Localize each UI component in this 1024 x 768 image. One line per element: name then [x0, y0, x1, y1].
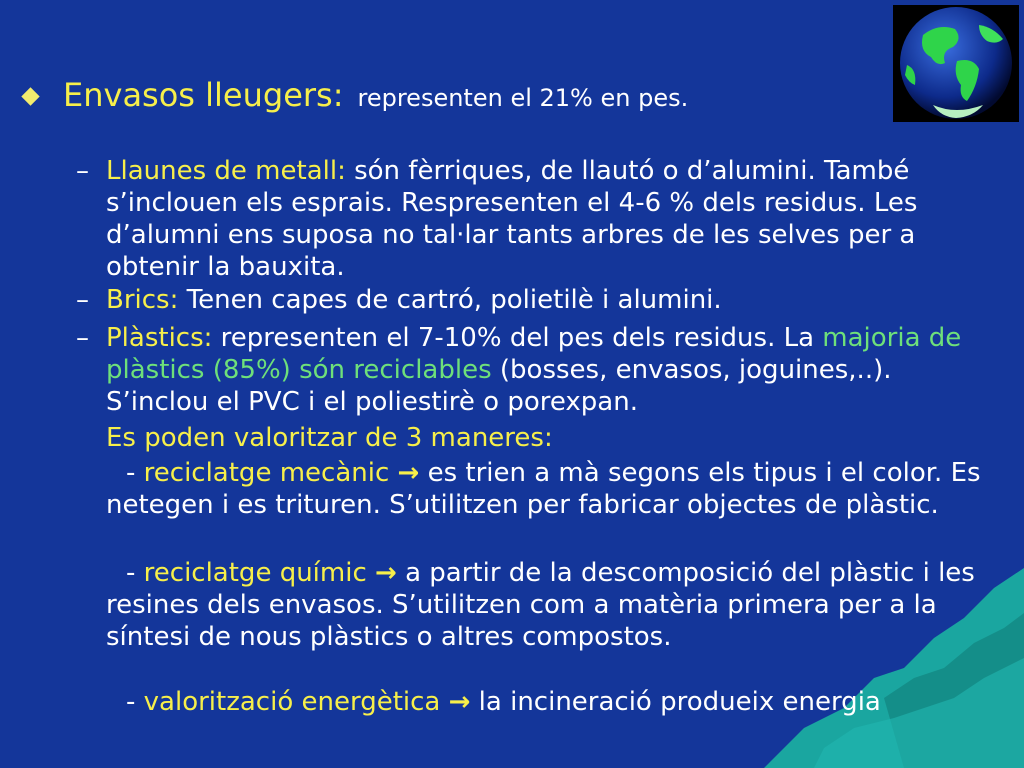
item-label: Brics: — [106, 285, 179, 315]
method-text: la incineració produeix energia — [478, 687, 881, 717]
methods-intro: Es poden valoritzar de 3 maneres: — [106, 423, 553, 453]
list-item-brics — [76, 284, 986, 316]
method-label: reciclatge químic — [143, 558, 367, 588]
item-label: Plàstics: — [106, 323, 213, 353]
heading-text: representen el 21% en pes. — [357, 84, 689, 112]
method-prefix: - — [126, 458, 144, 488]
method-text: a partir de la descomposició del plàstic i les resines dels envasos. S’utilitzen com a matèria primera per a la síntesi de nous plàstics o altres compostos. — [106, 558, 975, 652]
diamond-bullet-icon — [21, 87, 39, 105]
method-prefix: - — [126, 687, 144, 717]
item-text: Tenen capes de cartró, polietilè i alumini. — [186, 285, 722, 315]
heading-label: Envasos lleugers: — [63, 76, 344, 114]
arrow-right-icon: → — [397, 458, 420, 488]
arrow-right-icon: → — [448, 687, 471, 717]
method-label: reciclatge mecànic — [143, 458, 390, 488]
dash-bullet: – — [76, 285, 89, 315]
method-chemical — [106, 557, 986, 653]
item-text: són fèrriques, de llautó o d’alumini. També s’inclouen els esprais. Respresenten el 4-6 % dels residus. Les d’alumni ens suposa no tal·lar tants arbres de les selves per a obtenir la bauxita. — [106, 156, 918, 282]
dash-bullet: – — [76, 156, 89, 186]
method-label: valorització energètica — [143, 687, 441, 717]
item-text-after: (bosses, envasos, joguines,..). S’inclou el PVC i el poliestirè o porexpan. — [106, 355, 892, 417]
list-item-plastics — [76, 322, 986, 418]
item-text-before: representen el 7-10% del pes dels residus. La — [220, 323, 815, 353]
arrow-right-icon: → — [375, 558, 397, 588]
method-prefix: - — [126, 558, 144, 588]
slide-heading — [24, 76, 688, 114]
method-energy — [106, 686, 986, 718]
item-label: Llaunes de metall: — [106, 156, 346, 186]
method-mechanical — [106, 457, 986, 521]
method-text: es trien a mà segons els tipus i el color. Es netegen i es trituren. S’utilitzen per fabricar objectes de plàstic. — [106, 458, 981, 520]
item-highlight: majoria de plàstics (85%) són reciclables — [106, 323, 962, 385]
list-item-metal — [76, 155, 986, 283]
dash-bullet: – — [76, 323, 89, 353]
